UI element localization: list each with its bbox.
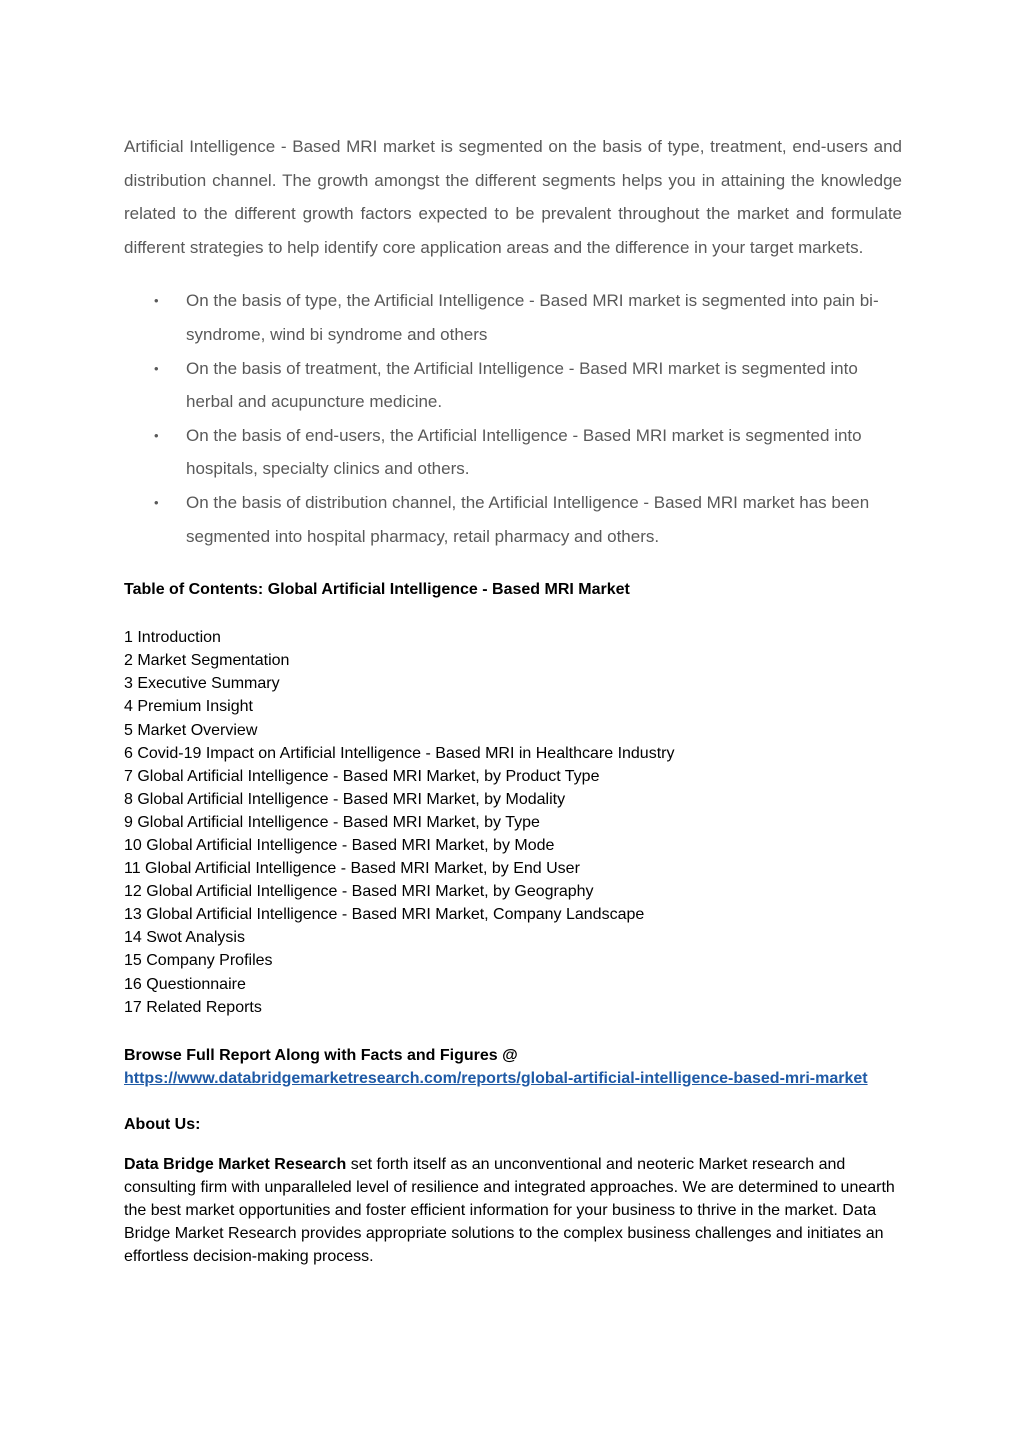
- bullet-text: On the basis of type, the Artificial Intelligence - Based MRI market is segmented into pain bi-syndrome, wind bi syndrome and others: [186, 291, 879, 344]
- toc-item: 1 Introduction: [124, 629, 221, 647]
- about-heading: About Us:: [124, 1115, 201, 1133]
- toc-item: 5 Market Overview: [124, 721, 258, 739]
- intro-paragraph: Artificial Intelligence - Based MRI market is segmented on the basis of type, treatment, end-users and distribution channel. The growth amongst the different segments helps you in attaining the knowledge related to the different growth factors expected to be prevalent throughout the market and formulate different strategies to help identify core application areas and the difference in your target markets.: [124, 137, 902, 257]
- list-item: [124, 284, 902, 351]
- toc-item: 12 Global Artificial Intelligence - Based MRI Market, by Geography: [124, 883, 594, 901]
- bullet-icon: •: [154, 293, 159, 309]
- segmentation-bullet-list: [124, 284, 902, 553]
- browse-label: Browse Full Report Along with Facts and Figures @: [124, 1046, 518, 1064]
- toc-item: 16 Questionnaire: [124, 975, 246, 993]
- toc-item: 17 Related Reports: [124, 998, 262, 1016]
- list-item: [124, 419, 902, 486]
- toc-item: 10 Global Artificial Intelligence - Based MRI Market, by Mode: [124, 836, 555, 854]
- list-item: [124, 486, 902, 553]
- toc-item: 4 Premium Insight: [124, 698, 253, 716]
- bullet-icon: •: [154, 494, 159, 510]
- toc-title: Table of Contents: Global Artificial Intelligence - Based MRI Market: [124, 581, 630, 599]
- document-page: [124, 130, 902, 1268]
- company-name: Data Bridge Market Research: [124, 1155, 347, 1173]
- table-of-contents: [124, 626, 902, 1019]
- bullet-text: On the basis of treatment, the Artificial Intelligence - Based MRI market is segmented into herbal and acupuncture medicine.: [186, 358, 858, 412]
- about-paragraph: [124, 1153, 902, 1268]
- bullet-icon: •: [154, 360, 159, 376]
- about-text: set forth itself as an unconventional and neoteric Market research and consulting firm with unparalleled level of resilience and integrated approaches. We are determined to unearth the best market opportunities and foster efficient information for your business to thrive in the market. Data Bridge Market Research provides appropriate solutions to the complex business challenges and initiates an effortless decision-making process.: [124, 1155, 895, 1266]
- toc-item: 7 Global Artificial Intelligence - Based MRI Market, by Product Type: [124, 767, 600, 785]
- toc-item: 2 Market Segmentation: [124, 652, 290, 670]
- list-item: [124, 352, 902, 419]
- bullet-icon: •: [154, 427, 159, 443]
- bullet-text: On the basis of end-users, the Artificial Intelligence - Based MRI market is segmented into hospitals, specialty clinics and others.: [186, 425, 862, 479]
- bullet-text: On the basis of distribution channel, the Artificial Intelligence - Based MRI market has been segmented into hospital pharmacy, retail pharmacy and others.: [186, 492, 870, 546]
- toc-item: 13 Global Artificial Intelligence - Based MRI Market, Company Landscape: [124, 906, 645, 924]
- toc-item: 14 Swot Analysis: [124, 929, 245, 947]
- toc-item: 15 Company Profiles: [124, 952, 273, 970]
- toc-item: 6 Covid-19 Impact on Artificial Intelligence - Based MRI in Healthcare Industry: [124, 744, 675, 762]
- browse-report-section: [124, 1044, 902, 1090]
- toc-item: 11 Global Artificial Intelligence - Based MRI Market, by End User: [124, 860, 580, 878]
- toc-item: 8 Global Artificial Intelligence - Based MRI Market, by Modality: [124, 790, 566, 808]
- report-link[interactable]: https://www.databridgemarketresearch.com/reports/global-artificial-intelligence-based-mri-market: [124, 1069, 868, 1087]
- toc-item: 3 Executive Summary: [124, 675, 280, 693]
- toc-item: 9 Global Artificial Intelligence - Based MRI Market, by Type: [124, 813, 540, 831]
